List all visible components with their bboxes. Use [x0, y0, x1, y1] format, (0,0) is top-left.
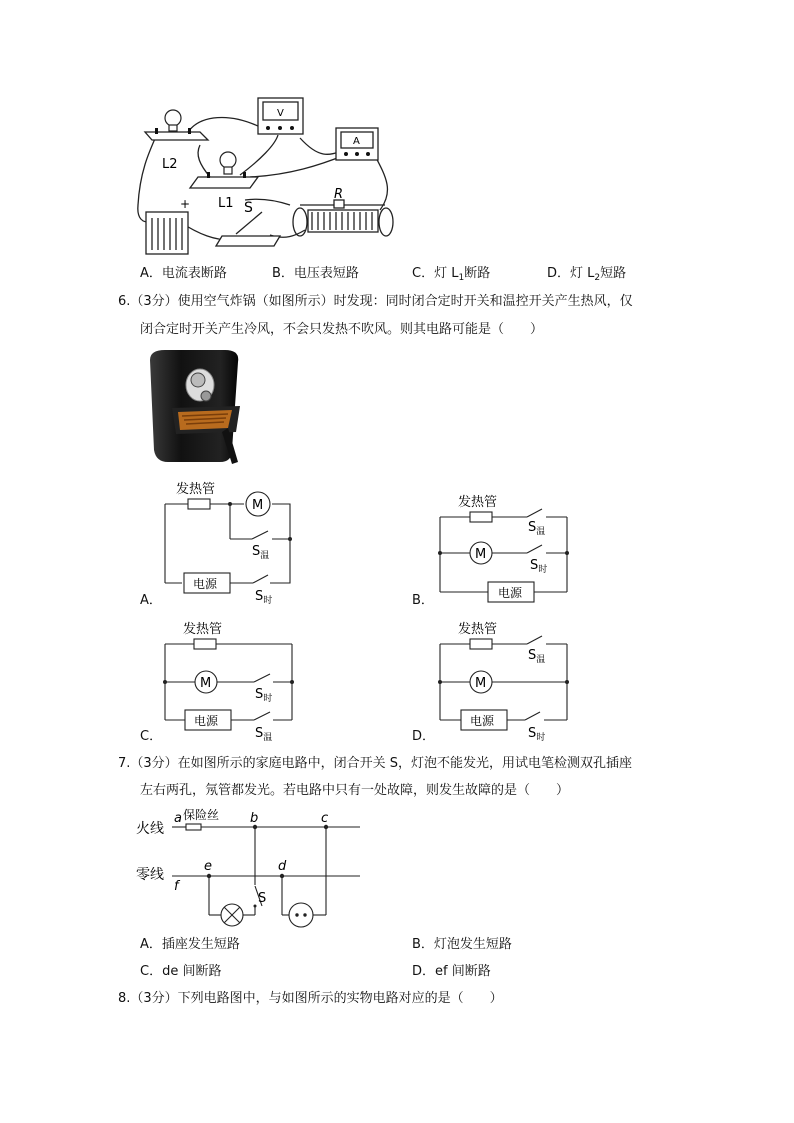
- q6c-s-temp: S: [255, 726, 264, 741]
- q6c-heater: 发热管: [183, 622, 223, 637]
- q7-option-c[interactable]: C．de 间断路: [140, 964, 222, 979]
- q8-stem-line1: 8.（3分）下列电路图中，与如图所示的实物电路对应的是（ ）: [118, 991, 503, 1006]
- q6c-s-time: S: [255, 687, 264, 702]
- q6c-s-temp-sub: 温: [263, 733, 273, 743]
- q6a-heater: 发热管: [176, 482, 216, 497]
- q7-fuse-label: 保险丝: [183, 808, 220, 822]
- q6a-s-time-sub: 时: [263, 596, 273, 606]
- q6c-s-time-sub: 时: [263, 694, 273, 704]
- q7-point-e: e: [204, 859, 212, 874]
- q7-point-c: c: [321, 811, 329, 826]
- q5-label-plus: +: [180, 197, 191, 211]
- q5-option-c-suffix: 断路: [464, 266, 491, 281]
- q5-option-c-sub: 1: [458, 273, 465, 283]
- q5-label-s: S: [244, 200, 253, 216]
- q6b-s-temp-sub: 温: [536, 527, 546, 537]
- q7-live-wire-label: 火线: [136, 821, 164, 837]
- q6b-s-temp: S: [528, 520, 537, 535]
- q6d-source: 电源: [470, 714, 495, 728]
- q6d-heater: 发热管: [458, 622, 498, 637]
- q7-point-b: b: [250, 811, 259, 826]
- q6a-motor: M: [252, 498, 264, 513]
- q5-option-d-suffix: 短路: [600, 266, 627, 281]
- q6-option-b[interactable]: B．: [412, 593, 434, 608]
- q7-option-d[interactable]: D．ef 间断路: [412, 964, 491, 979]
- q6a-s-time: S: [255, 589, 264, 604]
- q5-label-l2: L2: [162, 157, 178, 172]
- q5-option-a[interactable]: A．电流表断路: [140, 266, 227, 281]
- q5-label-a: A: [353, 136, 360, 147]
- q5-option-b[interactable]: B．电压表短路: [272, 266, 359, 281]
- q7-point-a: a: [174, 811, 182, 826]
- q6d-motor: M: [475, 676, 487, 691]
- q7-point-d: d: [278, 859, 287, 874]
- q5-label-v: V: [277, 108, 284, 119]
- q5-option-c-prefix: C．灯 L: [412, 266, 459, 281]
- q7-option-b[interactable]: B．灯泡发生短路: [412, 937, 512, 952]
- q6d-s-temp: S: [528, 648, 537, 663]
- q7-stem-line1: 7.（3分）在如图所示的家庭电路中，闭合开关 S，灯泡不能发光，用试电笔检测双孔插座: [118, 756, 633, 771]
- q6a-s-temp-sub: 温: [260, 551, 270, 561]
- q6d-s-temp-sub: 温: [536, 655, 546, 665]
- q6b-motor: M: [475, 547, 487, 562]
- q6a-s-temp: S: [252, 544, 261, 559]
- q6c-motor: M: [200, 676, 212, 691]
- q5-label-l1: L1: [218, 196, 234, 211]
- q6d-s-time-sub: 时: [536, 733, 546, 743]
- q5-label-r: R: [334, 187, 344, 202]
- q7-stem-line2: 左右两孔，氖管都发光。若电路中只有一处故障，则发生故障的是（ ）: [140, 783, 570, 798]
- q6d-s-time: S: [528, 726, 537, 741]
- q6-option-d[interactable]: D．: [412, 729, 436, 744]
- q6-option-c[interactable]: C．: [140, 729, 163, 744]
- q6-stem-line2: 闭合定时开关产生冷风，不会只发热不吹风。则其电路可能是（ ）: [140, 322, 544, 337]
- q7-switch-label: S: [258, 891, 267, 906]
- q6b-s-time-sub: 时: [538, 565, 548, 575]
- q6b-s-time: S: [530, 558, 539, 573]
- q6a-source: 电源: [193, 577, 218, 591]
- q5-option-d-prefix: D．灯 L: [547, 266, 595, 281]
- q6-stem-line1: 6.（3分）使用空气炸锅（如图所示）时发现：同时闭合定时开关和温控开关产生热风，仅: [118, 294, 633, 309]
- q7-neutral-wire-label: 零线: [136, 867, 164, 883]
- q7-option-a[interactable]: A．插座发生短路: [140, 937, 240, 952]
- q6b-source: 电源: [498, 586, 523, 600]
- q6-option-a[interactable]: A．: [140, 593, 162, 608]
- q6b-heater: 发热管: [458, 495, 498, 510]
- q5-option-d-sub: 2: [594, 273, 601, 283]
- q6c-source: 电源: [194, 714, 219, 728]
- q7-point-f: f: [174, 879, 179, 894]
